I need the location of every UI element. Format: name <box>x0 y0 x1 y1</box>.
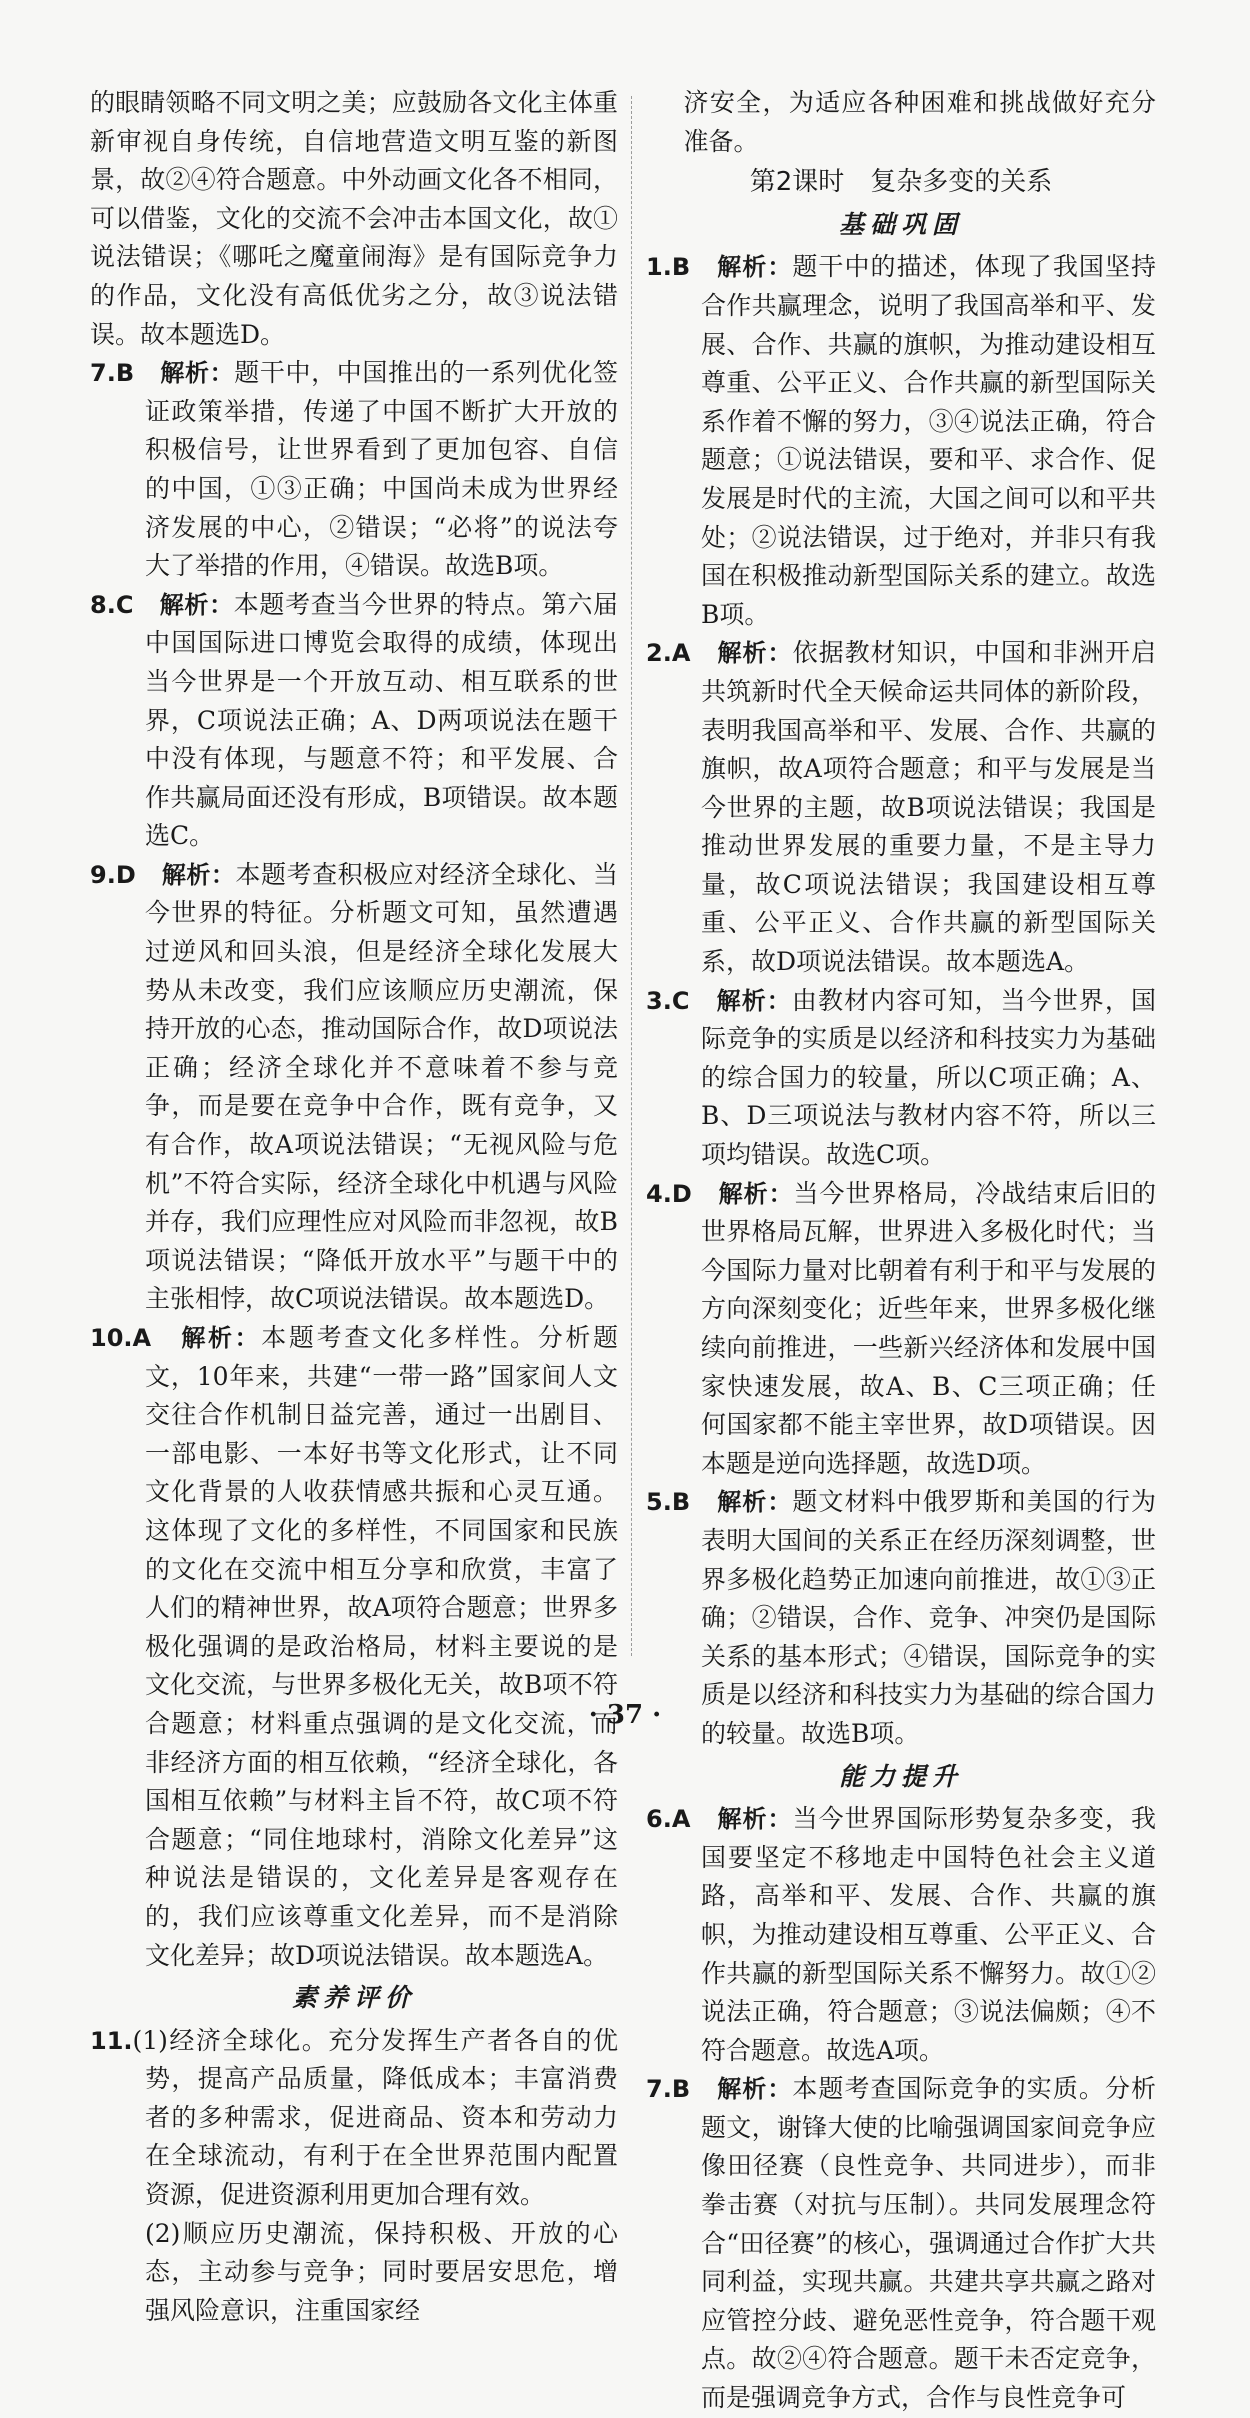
answer-number: 6.A <box>646 1805 691 1834</box>
section-heading-basics: 基础巩固 <box>838 209 963 239</box>
analysis-text: 本题考查国际竞争的实质。分析题文，谢锋大使的比喻强调国家间竞争应像田径赛（良性竞争、共同进步），而非拳击赛（对抗与压制）。共同发展理念符合“田径赛”的核心，强调通过合作扩大共同利益，实现共赢。共建共享共赢之路对应管控分歧、避免恶性竞争，符合题干观点。故②④符合题意。题干未否定竞争，而是强调竞争方式，合作与良性竞争可 <box>701 2074 1156 2413</box>
analysis-label: 解析： <box>161 860 236 889</box>
answer-number: 7.B <box>90 359 135 388</box>
analysis-text: 由教材内容可知，当今世界，国际竞争的实质是以经济和科技实力为基础的综合国力的较量，所以C项正确；A、B、D三项说法与教材内容不符，所以三项均错误。故选C项。 <box>701 985 1156 1170</box>
analysis-text: 当今世界国际形势复杂多变，我国要坚定不移地走中国特色社会主义道路，高举和平、发展、合作、共赢的旗帜，为推动建设相互尊重、公平正义、合作共赢的新型国际关系不懈努力。故①②说法正确，符合题意；③说法偏颇；④不符合题意。故选A项。 <box>701 1804 1156 2065</box>
column-divider <box>631 96 632 1656</box>
answer-number: 3.C <box>646 986 690 1015</box>
answer-item-3 <box>646 982 1156 1175</box>
answer-number: 11. <box>90 2026 133 2055</box>
analysis-label: 解析： <box>717 1805 793 1834</box>
right-continuation: 济安全，为适应各种困难和挑战做好充分准备。 <box>683 88 1156 156</box>
answer-number: 10.A <box>90 1324 152 1352</box>
analysis-label: 解析： <box>717 2075 793 2104</box>
answer-number: 2.A <box>646 639 691 668</box>
answer-item-7b <box>646 2070 1156 2417</box>
answer-item-6 <box>646 1800 1156 2070</box>
section-heading-literacy: 素养评价 <box>291 1983 416 2013</box>
lesson-title: 第2课时 复杂多变的关系 <box>749 167 1053 198</box>
answer-number: 7.B <box>646 2075 691 2104</box>
analysis-text: 题干中的描述，体现了我国坚持合作共赢理念，说明了我国高举和平、发展、合作、共赢的旗帜，为推动建设相互尊重、公平正义、合作共赢的新型国际关系作着不懈的努力，③④说法正确，符合题意；①说法错误，要和平、求合作、促发展是时代的主流，大国之间可以和平共处；②说法错误，过于绝对，并非只有我国在积极推动新型国际关系的建立。故选B项。 <box>701 252 1156 629</box>
answer-number: 1.B <box>646 253 691 282</box>
analysis-text: 本题考查当今世界的特点。第六届中国国际进口博览会取得的成绩，体现出当今世界是一个开放互动、相互联系的世界，C项说法正确；A、D两项说法在题干中没有体现，与题意不符；和平发展、合作共赢局面还没有形成，B项错误。故本题选C。 <box>145 589 618 851</box>
analysis-label: 解析： <box>717 1488 793 1517</box>
answer-item-11 <box>90 2022 618 2215</box>
analysis-label: 解析： <box>181 1324 262 1352</box>
analysis-text: 当今世界格局，冷战结束后旧的世界格局瓦解，世界进入多极化时代；当今国际力量对比朝着有利于和平与发展的方向深刻变化；近些年来，世界多极化继续向前推进，一些新兴经济体和发展中国家快速发展，故A、B、C三项正确；任何国家都不能主宰世界，故D项错误。因本题是逆向选择题，故选D项。 <box>701 1178 1156 1478</box>
answer-item-9 <box>90 856 618 1319</box>
left-intro-paragraph: 的眼睛领略不同文明之美；应鼓励各文化主体重新审视自身传统，自信地营造文明互鉴的新图景，故②④符合题意。中外动画文化各不相同，可以借鉴，文化的交流不会冲击本国文化，故①说法错误；《哪吒之魔童闹海》是有国际竞争力的作品，文化没有高低优劣之分，故③说法错误。故本题选D。 <box>90 88 618 349</box>
analysis-text: 本题考查积极应对经济全球化、当今世界的特征。分析题文可知，虽然遭遇过逆风和回头浪，但是经济全球化发展大势从未改变，我们应该顺应历史潮流，保持开放的心态，推动国际合作，故D项说法正确；经济全球化并不意味着不参与竞争，而是要在竞争中合作，既有竞争，又有合作，故A项说法错误；“无视风险与危机”不符合实际，经济全球化中机遇与风险并存，我们应理性应对风险而非忽视，故B项说法错误；“降低开放水平”与题干中的主张相悖，故C项说法错误。故本题选D。 <box>145 859 618 1314</box>
answer-item-1 <box>646 248 1156 634</box>
answer-item-2 <box>646 634 1156 981</box>
right-column <box>646 84 1156 2418</box>
analysis-label: 解析： <box>717 253 793 282</box>
analysis-label: 解析： <box>718 1179 794 1208</box>
analysis-label: 解析： <box>716 986 792 1015</box>
left-column <box>90 84 618 2330</box>
answer-number: 4.D <box>646 1179 692 1208</box>
analysis-text: 本题考查文化多样性。分析题文，10年来，共建“一带一路”国家间人文交往合作机制日益完善，通过一出剧目、一部电影、一本好书等文化形式，让不同文化背景的人收获情感共振和心灵互通。这体现了文化的多样性，不同国家和民族的文化在交流中相互分享和欣赏，丰富了人们的精神世界，故A项符合题意；世界多极化强调的是政治格局，材料主要说的是文化交流，与世界多极化无关，故B项不符合题意；材料重点强调的是文化交流，而非经济方面的相互依赖，“经济全球化，各国相互依赖”与材料主旨不符，故C项不符合题意；“同住地球村，消除文化差异”这种说法是错误的，文化差异是客观存在的，我们应该尊重文化差异，而不是消除文化差异；故D项说法错误。故本题选A。 <box>145 1323 618 1970</box>
answer-item-10 <box>90 1319 618 1975</box>
analysis-text: 题文材料中俄罗斯和美国的行为表明大国间的关系正在经历深刻调整，世界多极化趋势正加速向前推进，故①③正确；②错误，合作、竞争、冲突仍是国际关系的基本形式；④错误，国际竞争的实质是以经济和科技实力为基础的综合国力的较量。故选B项。 <box>701 1487 1156 1748</box>
analysis-text: 依据教材知识，中国和非洲开启共筑新时代全天候命运共同体的新阶段，表明我国高举和平、发展、合作、共赢的旗帜，故A项符合题意；和平与发展是当今世界的主题，故B项说法错误；我国是推动世界发展的重要力量，不是主导力量，故C项说法错误；我国建设相互尊重、公平正义、合作共赢的新型国际关系，故D项说法错误。故本题选A。 <box>701 638 1156 977</box>
analysis-label: 解析： <box>717 639 793 668</box>
section-heading-ability: 能力提升 <box>838 1761 963 1791</box>
page-number: · 37 · <box>588 1700 662 1730</box>
answer-11-part-1: (1)经济全球化。充分发挥生产者各自的优势，提高产品质量，降低成本；丰富消费者的多种需求，促进商品、资本和劳动力在全球流动，有利于在全世界范围内配置资源，促进资源利用更加合理有效。 <box>132 2025 618 2210</box>
answer-item-8 <box>90 586 618 856</box>
answer-11-part-2: (2)顺应历史潮流，保持积极、开放的心态，主动参与竞争；同时要居安思危，增强风险意识，注重国家经 <box>145 2218 618 2325</box>
answer-item-7 <box>90 354 618 586</box>
analysis-label: 解析： <box>160 359 235 388</box>
answer-number: 8.C <box>90 590 134 619</box>
analysis-label: 解析： <box>159 590 234 619</box>
analysis-text: 题干中，中国推出的一系列优化签证政策举措，传递了中国不断扩大开放的积极信号，让世界看到了更加包容、自信的中国，①③正确；中国尚未成为世界经济发展的中心，②错误；“必将”的说法夸大了举措的作用，④错误。故选B项。 <box>145 358 618 581</box>
answer-item-4 <box>646 1175 1156 1484</box>
answer-number: 5.B <box>646 1488 691 1517</box>
answer-number: 9.D <box>90 860 136 889</box>
